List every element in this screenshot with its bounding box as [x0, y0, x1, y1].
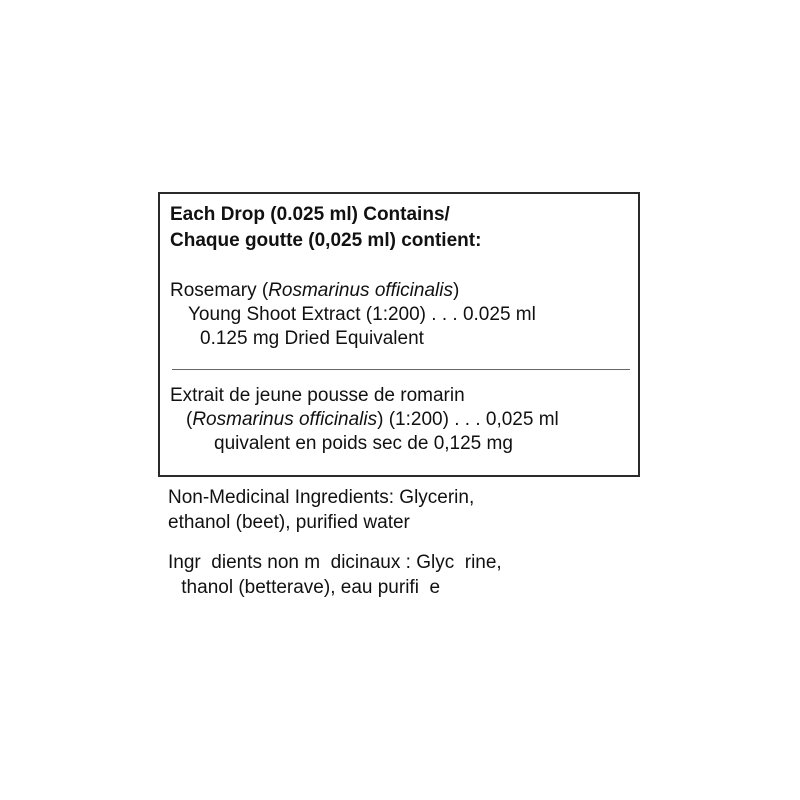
medicinal-ingredients-box — [158, 192, 640, 477]
non-medicinal-french — [168, 550, 502, 600]
extract-title-french: Extrait de jeune pousse de romarin — [170, 385, 465, 406]
english-ingredient-section — [170, 279, 536, 351]
dose-header-english: Each Drop (0.025 ml) Contains/ — [170, 204, 450, 225]
dried-equivalent-french: quivalent en poids sec de 0,125 mg — [214, 433, 513, 454]
non-medicinal-english-line2: ethanol (beet), purified water — [168, 512, 410, 533]
latin-name-french: Rosmarinus officinalis — [192, 409, 378, 430]
non-medicinal-english-line1: Non-Medicinal Ingredients: Glycerin, — [168, 487, 475, 508]
extract-line-english: Young Shoot Extract (1:200) . . . 0.025 ml — [188, 304, 536, 325]
latin-ratio-line-french: (Rosmarinus officinalis) (1:200) . . . 0,025 ml — [186, 409, 559, 430]
dose-header — [170, 202, 481, 254]
ingredient-name-english: Rosemary (Rosmarinus officinalis) — [170, 280, 460, 301]
dried-equivalent-english: 0.125 mg Dried Equivalent — [200, 328, 424, 349]
french-ingredient-section — [170, 384, 559, 456]
non-medicinal-english — [168, 485, 474, 535]
section-divider — [172, 369, 630, 370]
latin-name: Rosmarinus officinalis — [268, 280, 453, 301]
non-medicinal-french-line1: Ingr dients non m dicinaux : Glyc rine, — [168, 552, 502, 573]
dose-header-french: Chaque goutte (0,025 ml) contient: — [170, 230, 482, 251]
non-medicinal-french-line2: thanol (betterave), eau purifi e — [176, 577, 441, 598]
